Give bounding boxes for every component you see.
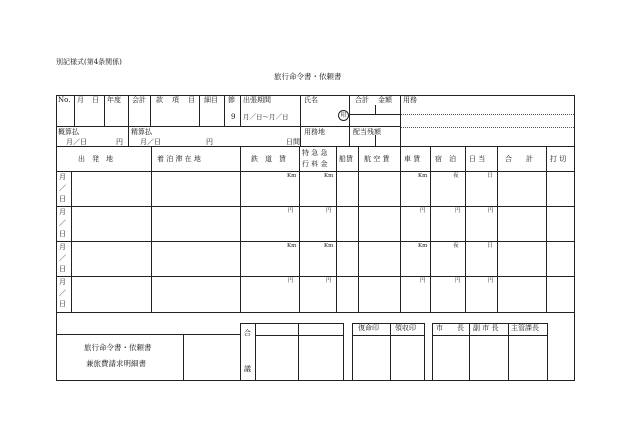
- gou-label: 合: [244, 329, 251, 337]
- form-title: 旅行命令書・依頼書: [274, 72, 342, 81]
- divider: [432, 323, 433, 380]
- row-month: 月: [59, 208, 66, 216]
- approval-split: [432, 335, 548, 336]
- fiscal-year-label: 年度: [107, 96, 121, 104]
- divider: [497, 146, 498, 312]
- row-day: 日: [59, 300, 66, 308]
- no-label: No.: [58, 96, 71, 104]
- row-express-unit: 円: [326, 278, 332, 284]
- setsu-label: 節: [228, 96, 235, 104]
- divider: [240, 95, 241, 126]
- advance-date: 月／日: [66, 138, 87, 146]
- kou-label: 項: [172, 96, 179, 104]
- footer-title-line1: 旅行命令書・依頼書: [84, 343, 152, 352]
- divider: [128, 95, 129, 126]
- destination-label: 用務地: [304, 128, 325, 136]
- row-daily-unit: 円: [488, 208, 494, 214]
- divider: [255, 323, 256, 380]
- amount-label: 金額: [378, 96, 392, 104]
- divider: [336, 146, 337, 312]
- row-rail-unit: 円: [288, 278, 294, 284]
- divider: [375, 105, 376, 114]
- footer-title-line2: 兼旅費請求明細書: [86, 359, 146, 368]
- period-value: 月／日～月／日: [243, 113, 289, 121]
- divider: [240, 146, 241, 312]
- row-rail-unit: Km: [287, 173, 297, 179]
- frame-bottom: [56, 380, 575, 381]
- row-slash: ／: [59, 184, 66, 192]
- fukumei-label: 復命印: [358, 324, 379, 332]
- divider: [343, 323, 344, 380]
- divider: [298, 323, 299, 380]
- purpose-line: [401, 127, 574, 128]
- divider: [151, 146, 152, 312]
- row-day: 日: [59, 195, 66, 203]
- row-car-unit: Km: [418, 173, 428, 179]
- divider: [199, 95, 200, 126]
- moku-label: 目: [188, 96, 195, 104]
- col-express-2: 行 料 金: [302, 160, 328, 168]
- kaikei-label: 会計: [132, 96, 146, 104]
- row-express-unit: 円: [326, 208, 332, 214]
- col-total: 合 計: [505, 155, 533, 163]
- row-slash: ／: [59, 219, 66, 227]
- row-express-unit: Km: [324, 243, 334, 249]
- purpose-line: [401, 114, 574, 115]
- divider: [358, 146, 359, 312]
- col-express-1: 特 急 急: [302, 149, 328, 157]
- period-label: 出張期間: [243, 96, 271, 104]
- receipt-split: [352, 335, 424, 336]
- row-daily-unit: 日: [487, 243, 493, 249]
- divider: [546, 146, 547, 312]
- row-rail-unit: Km: [287, 243, 297, 249]
- gi-label: 議: [244, 365, 251, 373]
- row-daily-unit: 日: [487, 173, 493, 179]
- frame-left: [56, 95, 57, 381]
- saimoku-label: 細目: [204, 96, 218, 104]
- divider: [375, 135, 376, 146]
- total-split: [349, 114, 401, 115]
- vice-mayor-label: 副 市 長: [473, 324, 499, 332]
- divider: [547, 323, 548, 380]
- settle-yen: 円: [206, 138, 213, 146]
- advance-yen: 円: [116, 138, 123, 146]
- divider: [240, 323, 241, 380]
- divider: [465, 146, 466, 312]
- col-stamp: 打 切: [550, 155, 567, 163]
- settle-date: 月／日: [140, 138, 161, 146]
- divider: [71, 171, 72, 312]
- divider: [128, 126, 129, 146]
- col-departure: 出 発 地: [78, 155, 113, 163]
- divider: [430, 146, 431, 312]
- chief-label: 主管課長: [511, 324, 539, 332]
- divider: [352, 323, 353, 380]
- row-month: 月: [59, 278, 66, 286]
- divider: [74, 95, 75, 126]
- advance-label: 概算払: [58, 128, 79, 136]
- row-lodging-unit: 夜: [453, 173, 459, 179]
- total-label: 合計: [355, 96, 369, 104]
- arrival-label: 配当残額: [353, 128, 381, 136]
- purpose-label: 用務: [403, 96, 417, 104]
- row-rail-unit: 円: [288, 208, 294, 214]
- table-bottom: [56, 312, 575, 313]
- gougi-split: [255, 335, 344, 336]
- gougi-top: [240, 323, 344, 324]
- setsu-value: 9: [231, 113, 236, 121]
- col-rail: 鉄 道 賃: [251, 155, 286, 163]
- divider: [508, 323, 509, 380]
- row-day: 日: [59, 265, 66, 273]
- divider: [300, 95, 301, 146]
- box-top: [56, 334, 240, 335]
- row-lodging-unit: 円: [455, 208, 461, 214]
- col-daily: 日 当: [469, 155, 486, 163]
- row-slash: ／: [59, 289, 66, 297]
- day-label: 日: [92, 96, 99, 104]
- row-month: 月: [59, 243, 66, 251]
- month-label: 月: [77, 96, 84, 104]
- row-car-unit: 円: [420, 278, 426, 284]
- divider: [224, 95, 225, 126]
- col-lodging: 宿 泊: [435, 155, 456, 163]
- row-month: 月: [59, 173, 66, 181]
- row-daily-unit: 円: [488, 278, 494, 284]
- divider: [150, 95, 151, 126]
- mayor-label: 市 長: [436, 324, 464, 332]
- days-label: 日間: [286, 138, 300, 146]
- row-lodging-unit: 夜: [453, 243, 459, 249]
- ryoshu-label: 領収印: [395, 324, 416, 332]
- box-right: [183, 334, 184, 380]
- row-car-unit: Km: [418, 243, 428, 249]
- divider: [390, 323, 391, 380]
- form-reference: 別記様式(第4条関係): [56, 58, 122, 66]
- divider: [104, 95, 105, 126]
- divider: [349, 95, 350, 146]
- row-lodging-unit: 円: [455, 278, 461, 284]
- name-label: 氏名: [304, 96, 318, 104]
- row-day: 日: [59, 230, 66, 238]
- divider: [400, 95, 401, 146]
- col-air: 航 空 賃: [364, 155, 390, 163]
- frame-right: [574, 95, 575, 381]
- divider: [469, 323, 470, 380]
- row-slash: ／: [59, 254, 66, 262]
- divider: [299, 146, 300, 312]
- row-express-unit: Km: [324, 173, 334, 179]
- divider: [424, 323, 425, 380]
- col-ship: 船賃: [339, 155, 353, 163]
- divider: [400, 146, 401, 312]
- row-car-unit: 円: [420, 208, 426, 214]
- kan-label: 款: [156, 96, 163, 104]
- seal-mark: 印: [338, 110, 349, 121]
- settle-label: 精算払: [131, 128, 152, 136]
- col-stay: 着 泊 滞 在 地: [157, 155, 201, 163]
- col-car: 車 賃: [404, 155, 421, 163]
